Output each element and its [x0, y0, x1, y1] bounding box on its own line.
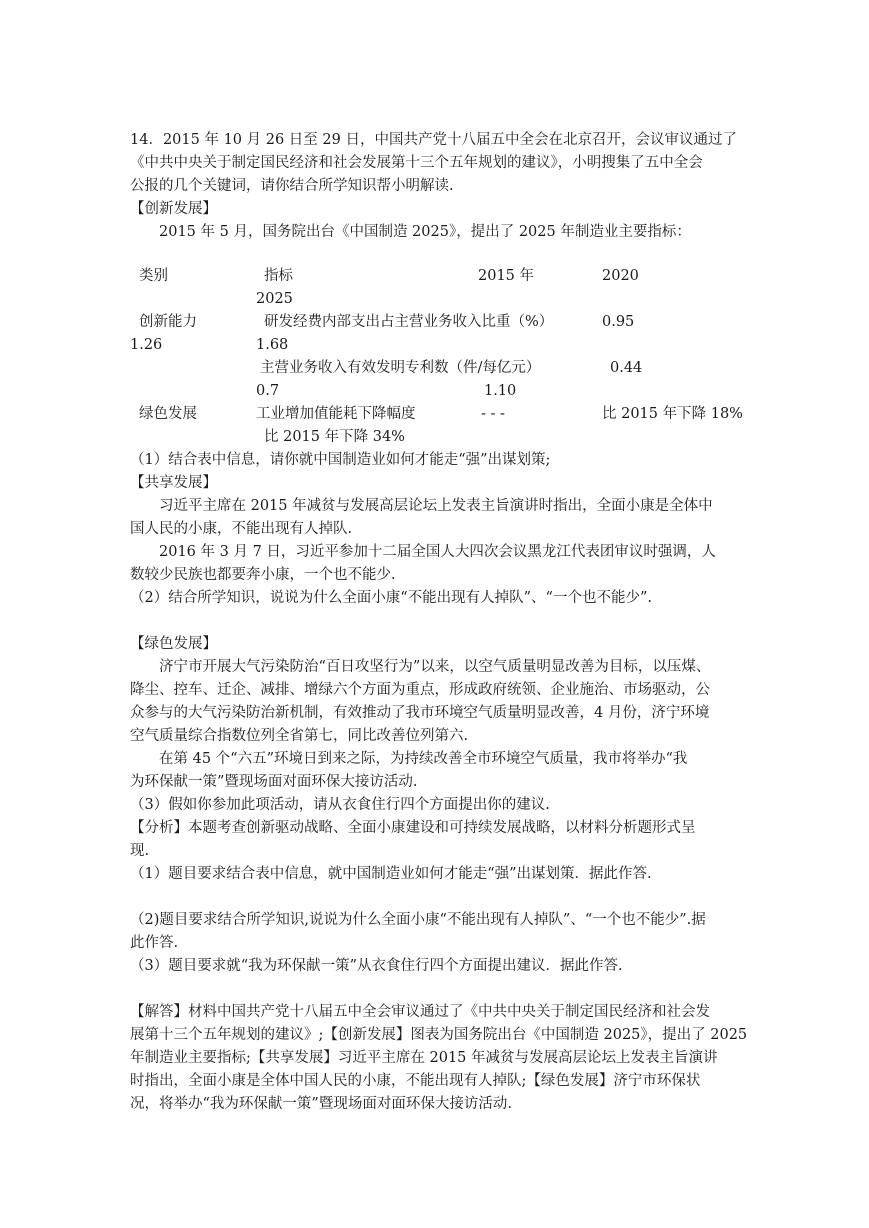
analysis-line-1: 【分析】本题考查创新驱动战略、全面小康建设和可持续发展战略，以材料分析题形式呈: [130, 820, 696, 836]
green-p1-line-3: 众参与的大气污染防治新机制，有效推动了我市环境空气质量明显改善，4 月份，济宁环境: [130, 705, 710, 721]
analysis-answer-3: （3）题目要求就“我为环保献一策”从衣食住行四个方面提出建议．据此作答.: [130, 958, 623, 974]
table-row3-2020: 比 2015 年下降 18%: [602, 406, 743, 422]
table-row1-2025: 1.68: [256, 337, 289, 353]
table-header-2015: 2015 年: [478, 268, 535, 284]
sharing-p1-line-1: 习近平主席在 2015 年减贫与发展高层论坛上发表主旨演讲时指出，全面小康是全体中: [159, 498, 713, 514]
analysis-answer-2-line-2: 此作答.: [130, 935, 179, 951]
green-p2-line-2: 为环保献一策”暨现场面对面环保大接访活动.: [130, 774, 418, 790]
table-row2-indicator: 主营业务收入有效发明专利数（件/每亿元）: [260, 360, 541, 376]
green-heading: 【绿色发展】: [130, 636, 217, 652]
table-row2-2020: 0.7: [256, 383, 280, 399]
table-header-2020: 2020: [602, 268, 639, 284]
sharing-p1-line-2: 国人民的小康，不能出现有人掉队.: [130, 521, 353, 537]
green-p2-line-1: 在第 45 个“六五”环境日到来之际，为持续改善全市环境空气质量，我市将举办“我: [159, 751, 688, 767]
question-14-line-3: 公报的几个关键词，请你结合所学知识帮小明解读.: [130, 178, 454, 194]
question-14-line-1: 14．2015 年 10 月 26 日至 29 日，中国共产党十八届五中全会在北京召开，会议审议通过了: [130, 132, 737, 148]
question-3: （3）假如你参加此项活动，请从衣食住行四个方面提出你的建议.: [130, 797, 550, 813]
table-row2-2015: 0.44: [610, 360, 643, 376]
question-2: （2）结合所学知识，说说为什么全面小康“不能出现有人掉队”、“一个也不能少”.: [130, 590, 652, 606]
green-p1-line-2: 降尘、控车、迁企、减排、增绿六个方面为重点，形成政府统领、企业施治、市场驱动，公: [130, 682, 710, 698]
table-header-category: 类别: [139, 268, 168, 284]
green-p1-line-1: 济宁市开展大气污染防治“百日攻坚行为”以来，以空气质量明显改善为目标，以压煤、: [159, 659, 711, 675]
question-14-line-2: 《中共中央关于制定国民经济和社会发展第十三个五年规划的建议》，小明搜集了五中全会: [130, 155, 703, 171]
sharing-heading: 【共享发展】: [130, 475, 217, 491]
answer-line-2: 展第十三个五年规划的建议》;【创新发展】图表为国务院出台《中国制造 2025》，提出了 2025: [130, 1027, 748, 1043]
table-row1-indicator: 研发经费内部支出占主营业务收入比重（%）: [264, 314, 554, 330]
table-row3-2025: 比 2015 年下降 34%: [264, 429, 405, 445]
sharing-p2-line-1: 2016 年 3 月 7 日，习近平参加十二届全国人大四次会议黑龙江代表团审议时强调，人: [159, 544, 716, 560]
table-row2-2025: 1.10: [484, 383, 517, 399]
table-row1-2015: 0.95: [602, 314, 635, 330]
answer-line-4: 时指出，全面小康是全体中国人民的小康，不能出现有人掉队;【绿色发展】济宁市环保状: [130, 1073, 701, 1089]
table-row3-2015: - - -: [481, 406, 505, 422]
analysis-line-2: 现.: [130, 843, 150, 859]
answer-line-1: 【解答】材料中国共产党十八届五中全会审议通过了《中共中央关于制定国民经济和社会发: [130, 1004, 710, 1020]
innovation-intro: 2015 年 5 月，国务院出台《中国制造 2025》，提出了 2025 年制造业主要指标：: [159, 224, 691, 240]
answer-line-3: 年制造业主要指标;【共享发展】习近平主席在 2015 年减贫与发展高层论坛上发表主旨演讲: [130, 1050, 718, 1066]
table-row1-category: 创新能力: [139, 314, 197, 330]
answer-line-5: 况，将举办“我为环保献一策”暨现场面对面环保大接访活动.: [130, 1096, 512, 1112]
question-1: （1）结合表中信息，请你就中国制造业如何才能走“强”出谋划策;: [130, 452, 551, 468]
table-row1-2020: 1.26: [130, 337, 163, 353]
analysis-answer-1: （1）题目要求结合表中信息，就中国制造业如何才能走“强”出谋划策．据此作答.: [130, 866, 652, 882]
table-row3-category: 绿色发展: [139, 406, 197, 422]
analysis-answer-2-line-1: （2)题目要求结合所学知识,说说为什么全面小康“不能出现有人掉队”、“一个也不能少”.据: [130, 912, 706, 928]
innovation-heading: 【创新发展】: [130, 201, 217, 217]
table-row3-indicator: 工业增加值能耗下降幅度: [256, 406, 416, 422]
green-p1-line-4: 空气质量综合指数位列全省第七，同比改善位列第六.: [130, 728, 469, 744]
sharing-p2-line-2: 数较少民族也都要奔小康，一个也不能少.: [130, 567, 396, 583]
table-header-2025: 2025: [256, 291, 293, 307]
table-header-indicator: 指标: [264, 268, 293, 284]
